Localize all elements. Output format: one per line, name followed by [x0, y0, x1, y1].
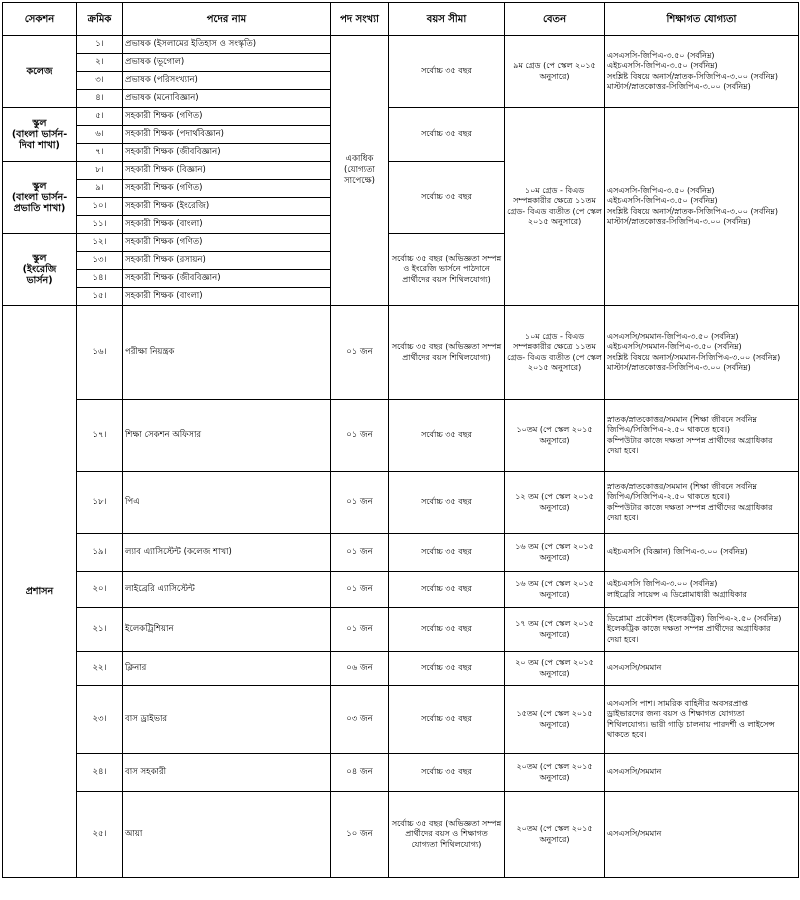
post-cell: সহকারী শিক্ষক (জীববিজ্ঞান) [123, 270, 331, 288]
serial-cell: ১০। [77, 198, 123, 216]
serial-cell: ২৩। [77, 686, 123, 754]
age-cell: সর্বোচ্চ ৩৫ বছর [389, 686, 505, 754]
qualification-line: কম্পিউটার কাজে দক্ষতা সম্পন্ন প্রার্থীদের অগ্রাধিকার [607, 502, 773, 512]
age-cell: সর্বোচ্চ ৩৫ বছর (অভিজ্ঞতা সম্পন্ন প্রার্থীদের বয়স শিথিলযোগ্য) [389, 306, 505, 400]
count-cell: ০১ জন [331, 608, 389, 652]
post-cell: প্রভাষক (ইসলামের ইতিহাস ও সংস্কৃতি) [123, 36, 331, 54]
qualification-line: স্নাতক/স্নাতকোত্তর/সমমান (শিক্ষা জীবনে সর্বনিম্ন [607, 481, 757, 491]
table-row [3, 534, 799, 572]
qualification-line: দেয়া হবে। [607, 634, 639, 644]
pay-cell: ৯ম গ্রেড (পে স্কেল ২০১৫ অনুসারে) [505, 36, 605, 108]
qualification-cell [605, 754, 799, 792]
serial-cell: ৬। [77, 126, 123, 144]
qualification-cell [605, 686, 799, 754]
post-cell: প্রভাষক (মনোবিজ্ঞান) [123, 90, 331, 108]
qualification-cell [605, 36, 799, 108]
age-cell: সর্বোচ্চ ৩৫ বছর [389, 572, 505, 608]
qualification-cell [605, 306, 799, 400]
qualification-line: এইচএসসি (বিজ্ঞান) জিপিএ-৩.০০ (সর্বনিম্ন) [607, 547, 748, 557]
qualification-line: এইচএসসি/সমমান-জিপিএ-৩.৫০ (সর্বনিম্ন) [607, 342, 742, 351]
pay-cell: ১০তম (পে স্কেল ২০১৫ অনুসারে) [505, 400, 605, 472]
age-cell: সর্বোচ্চ ৩৫ বছর [389, 534, 505, 572]
post-cell: ল্যাব এ্যাসিস্টেন্ট (কলেজ শাখা) [123, 534, 331, 572]
section-school-english [3, 234, 77, 306]
count-teachers-cell: একাধিক (যোগ্যতা সাপেক্ষে) [331, 36, 389, 306]
post-cell: সহকারী শিক্ষক (বাংলা) [123, 216, 331, 234]
post-cell: সহকারী শিক্ষক (বিজ্ঞান) [123, 162, 331, 180]
qualification-line: এসএসসি-জিপিএ-৩.৫০ (সর্বনিম্ন) [607, 185, 715, 195]
serial-cell: ৮। [77, 162, 123, 180]
serial-cell: ১৬। [77, 306, 123, 400]
pay-cell: ১৭ তম (পে স্কেল ২০১৫ অনুসারে) [505, 608, 605, 652]
table-row [3, 400, 799, 472]
pay-cell: ১৫তম (পে স্কেল ২০১৫ অনুসারে) [505, 686, 605, 754]
header-serial: ক্রমিক [77, 3, 123, 36]
section-school-bangla-day [3, 108, 77, 162]
table-row [3, 108, 799, 126]
post-cell: পিএ [123, 472, 331, 534]
header-post: পদের নাম [123, 3, 331, 36]
qualification-line: এসএসসি/সমমান-জিপিএ-৩.৫০ (সর্বনিম্ন) [607, 331, 739, 341]
post-cell: সহকারী শিক্ষক (ইংরেজি) [123, 198, 331, 216]
qualification-line: ইলেকট্রিক কাজে দক্ষতা সম্পন্ন প্রার্থীদের অগ্রাধিকার [607, 624, 771, 634]
section-line: স্কুল [32, 253, 47, 264]
post-cell: আয়া [123, 792, 331, 878]
qualification-line: এইচএসসি-জিপিএ-৩.৫০ (সর্বনিম্ন) [607, 196, 718, 205]
table-row [3, 36, 799, 54]
pay-cell: ২০তম (পে স্কেল ২০১৫ অনুসারে) [505, 792, 605, 878]
count-cell: ০৬ জন [331, 652, 389, 686]
post-cell: সহকারী শিক্ষক (পদার্থবিজ্ঞান) [123, 126, 331, 144]
serial-cell: ১৮। [77, 472, 123, 534]
header-age: বয়স সীমা [389, 3, 505, 36]
serial-cell: ১। [77, 36, 123, 54]
table-row [3, 652, 799, 686]
qualification-line: মাস্টার্স/স্নাতকোত্তর-সিজিপিএ-৩.০০ (সর্বনিম্ন) [607, 363, 751, 372]
serial-cell: ২৪। [77, 754, 123, 792]
age-cell: সর্বোচ্চ ৩৫ বছর [389, 652, 505, 686]
section-line: দিবা শাখা) [19, 140, 60, 151]
serial-cell: ২১। [77, 608, 123, 652]
serial-cell: ১২। [77, 234, 123, 252]
serial-cell: ২৫। [77, 792, 123, 878]
post-cell: শিক্ষা সেকশন অফিসার [123, 400, 331, 472]
post-cell: সহকারী শিক্ষক (রসায়ন) [123, 252, 331, 270]
qualification-line: এইচএসসি জিপিএ-৩.০০ (সর্বনিম্ন) [607, 579, 718, 588]
table-row [3, 472, 799, 534]
serial-cell: ১১। [77, 216, 123, 234]
section-admin: প্রশাসন [3, 306, 77, 878]
qualification-line: সংশ্লিষ্ট বিষয়ে অনার্স/স্নাতক-সিজিপিএ-৩.০০ (সর্বনিম্ন) [607, 206, 778, 216]
pay-cell: ১০ম গ্রেড - বিএড সম্পন্নকারীর ক্ষেত্রে ১১তম গ্রেড- বিএড ব্যতীত (পে স্কেল ২০১৫ অনুসারে) [505, 306, 605, 400]
serial-cell: ২২। [77, 652, 123, 686]
qualification-line: কম্পিউটার কাজে দক্ষতা সম্পন্ন প্রার্থীদের অগ্রাধিকার [607, 435, 773, 445]
count-cell: ০১ জন [331, 306, 389, 400]
age-cell: সর্বোচ্চ ৩৫ বছর [389, 754, 505, 792]
count-cell: ০১ জন [331, 534, 389, 572]
post-cell: সহকারী শিক্ষক (গণিত) [123, 180, 331, 198]
table-row [3, 306, 799, 400]
qualification-cell [605, 572, 799, 608]
pay-cell: ১০ম গ্রেড - বিএড সম্পন্নকারীর ক্ষেত্রে ১১তম গ্রেড- বিএড ব্যতীত (পে স্কেল ২০১৫ অনুসারে) [505, 108, 605, 306]
section-line: (ইংরেজি [22, 264, 57, 275]
serial-cell: ৪। [77, 90, 123, 108]
header-row [3, 3, 799, 36]
qualification-cell [605, 792, 799, 878]
count-cell: ০১ জন [331, 572, 389, 608]
qualification-line: লাইব্রেরি সায়েন্স এ ডিপ্লোমাধারী অগ্রাধিকার [607, 589, 747, 599]
qualification-line: জিপিএ/সিজিপিএ-২.৫০ থাকতে হবে।) [607, 492, 731, 501]
section-line: (বাংলা ভার্সন- [11, 129, 68, 140]
table-row [3, 608, 799, 652]
qualification-cell [605, 534, 799, 572]
age-cell: সর্বোচ্চ ৩৫ বছর (অভিজ্ঞতা সম্পন্ন প্রার্থীদের বয়স ও শিক্ষাগত যোগ্যতা শিথিলযোগ্য) [389, 792, 505, 878]
table-row [3, 686, 799, 754]
job-table [2, 2, 799, 878]
qualification-cell [605, 652, 799, 686]
pay-cell: ১২ তম (পে স্কেল ২০১৫ অনুসারে) [505, 472, 605, 534]
serial-cell: ৫। [77, 108, 123, 126]
qualification-line: সংশ্লিষ্ট বিষয়ে অনার্স/স্নাতক-সিজিপিএ-৩.০০ (সর্বনিম্ন) [607, 71, 778, 81]
pay-cell: ১৬ তম (পে স্কেল ২০১৫ অনুসারে) [505, 534, 605, 572]
age-cell: সর্বোচ্চ ৩৫ বছর [389, 162, 505, 234]
post-cell: পরীক্ষা নিয়ন্ত্রক [123, 306, 331, 400]
qualification-line: এসএসসি-জিপিএ-৩.৫০ (সর্বনিম্ন) [607, 50, 715, 60]
qualification-line: সংশ্লিষ্ট বিষয়ে অনার্স/সমমান-সিজিপিএ-৩.০০ (সর্বনিম্ন) [607, 352, 781, 362]
post-cell: ক্লিনার [123, 652, 331, 686]
section-line: স্কুল [32, 118, 47, 129]
qualification-cell [605, 608, 799, 652]
qualification-line: জিপিএ/সিজিপিএ-২.৫০ থাকতে হবে।) [607, 425, 731, 434]
post-cell: প্রভাষক (পরিসংখ্যান) [123, 72, 331, 90]
section-line: ভার্সন) [26, 275, 53, 286]
age-cell: সর্বোচ্চ ৩৫ বছর [389, 36, 505, 108]
serial-cell: ১৩। [77, 252, 123, 270]
post-cell: লাইব্রেরি এ্যাসিস্টেন্ট [123, 572, 331, 608]
qualification-line: দেয়া হবে। [607, 446, 639, 455]
section-college: কলেজ [3, 36, 77, 108]
qualification-line: স্নাতক/স্নাতকোত্তর/সমমান (শিক্ষা জীবনে সর্বনিম্ন [607, 414, 757, 424]
age-cell: সর্বোচ্চ ৩৫ বছর [389, 400, 505, 472]
qualification-cell [605, 400, 799, 472]
pay-cell: ২০তম (পে স্কেল ২০১৫ অনুসারে) [505, 754, 605, 792]
serial-cell: ১৭। [77, 400, 123, 472]
post-cell: সহকারী শিক্ষক (জীববিজ্ঞান) [123, 144, 331, 162]
post-cell: প্রভাষক (ভূগোল) [123, 54, 331, 72]
serial-cell: ৯। [77, 180, 123, 198]
section-line: (বাংলা ভার্সন- [11, 192, 68, 203]
post-cell: বাস ড্রাইভার [123, 686, 331, 754]
age-cell: সর্বোচ্চ ৩৫ বছর [389, 472, 505, 534]
header-section: সেকশন [3, 3, 77, 36]
age-cell: সর্বোচ্চ ৩৫ বছর [389, 608, 505, 652]
qualification-line: এসএসসি/সমমান [607, 829, 662, 839]
table-row [3, 572, 799, 608]
serial-cell: ২। [77, 54, 123, 72]
qualification-line: দেয়া হবে। [607, 513, 639, 522]
pay-cell: ২০ তম (পে স্কেল ২০১৫ অনুসারে) [505, 652, 605, 686]
post-cell: বাস সহকারী [123, 754, 331, 792]
qualification-line: শিথিলযোগ্য। ভারী গাড়ি চালনায় পারদর্শী ও লাইসেন্স [607, 719, 775, 729]
post-cell: সহকারী শিক্ষক (গণিত) [123, 108, 331, 126]
qualification-line: এসএসসি/সমমান [607, 767, 662, 777]
qualification-cell [605, 108, 799, 306]
section-line: স্কুল [32, 181, 47, 192]
qualification-line: এইচএসসি-জিপিএ-৩.৫০ (সর্বনিম্ন) [607, 61, 718, 70]
serial-cell: ৩। [77, 72, 123, 90]
serial-cell: ৭। [77, 144, 123, 162]
count-cell: ০৩ জন [331, 686, 389, 754]
header-count: পদ সংখ্যা [331, 3, 389, 36]
pay-cell: ১৬ তম (পে স্কেল ২০১৫ অনুসারে) [505, 572, 605, 608]
post-cell: ইলেকট্রিশিয়ান [123, 608, 331, 652]
serial-cell: ১৪। [77, 270, 123, 288]
age-cell: সর্বোচ্চ ৩৫ বছর [389, 108, 505, 162]
header-qualification: শিক্ষাগত যোগ্যতা [605, 3, 799, 36]
qualification-line: মাস্টার্স/স্নাতকোত্তর-সিজিপিএ-৩.০০ (সর্বনিম্ন) [607, 217, 751, 226]
age-cell: সর্বোচ্চ ৩৫ বছর (অভিজ্ঞতা সম্পন্ন ও ইংরেজি ভার্সনে পাঠদানে প্রার্থীদের বয়স শিথিলযোগ্য) [389, 234, 505, 306]
serial-cell: ১৯। [77, 534, 123, 572]
serial-cell: ২০। [77, 572, 123, 608]
qualification-line: থাকতে হবে। [607, 730, 647, 739]
post-cell: সহকারী শিক্ষক (গণিত) [123, 234, 331, 252]
qualification-line: ডিপ্লোমা প্রকৌশল (ইলেকট্রিক) জিপিএ-২.৫০ (সর্বনিম্ন) [607, 613, 782, 623]
count-cell: ০১ জন [331, 472, 389, 534]
table-row [3, 792, 799, 878]
qualification-line: মাস্টার্স/স্নাতকোত্তর-সিজিপিএ-৩.০০ (সর্বনিম্ন) [607, 82, 751, 91]
section-school-bangla-morning [3, 162, 77, 234]
qualification-line: এসএসসি পাশ। সামরিক বাহিনীর অবসরপ্রাপ্ত [607, 698, 748, 708]
post-cell: সহকারী শিক্ষক (বাংলা) [123, 288, 331, 306]
count-cell: ০১ জন [331, 400, 389, 472]
count-cell: ১০ জন [331, 792, 389, 878]
qualification-line: ড্রাইভারদের জন্য বয়স ও শিক্ষাগত যোগ্যতা [607, 709, 745, 718]
qualification-line: এসএসসি/সমমান [607, 663, 662, 673]
section-line: প্রভাতি শাখা) [13, 203, 66, 214]
header-pay: বেতন [505, 3, 605, 36]
serial-cell: ১৫। [77, 288, 123, 306]
table-row [3, 754, 799, 792]
qualification-cell [605, 472, 799, 534]
count-cell: ০৪ জন [331, 754, 389, 792]
